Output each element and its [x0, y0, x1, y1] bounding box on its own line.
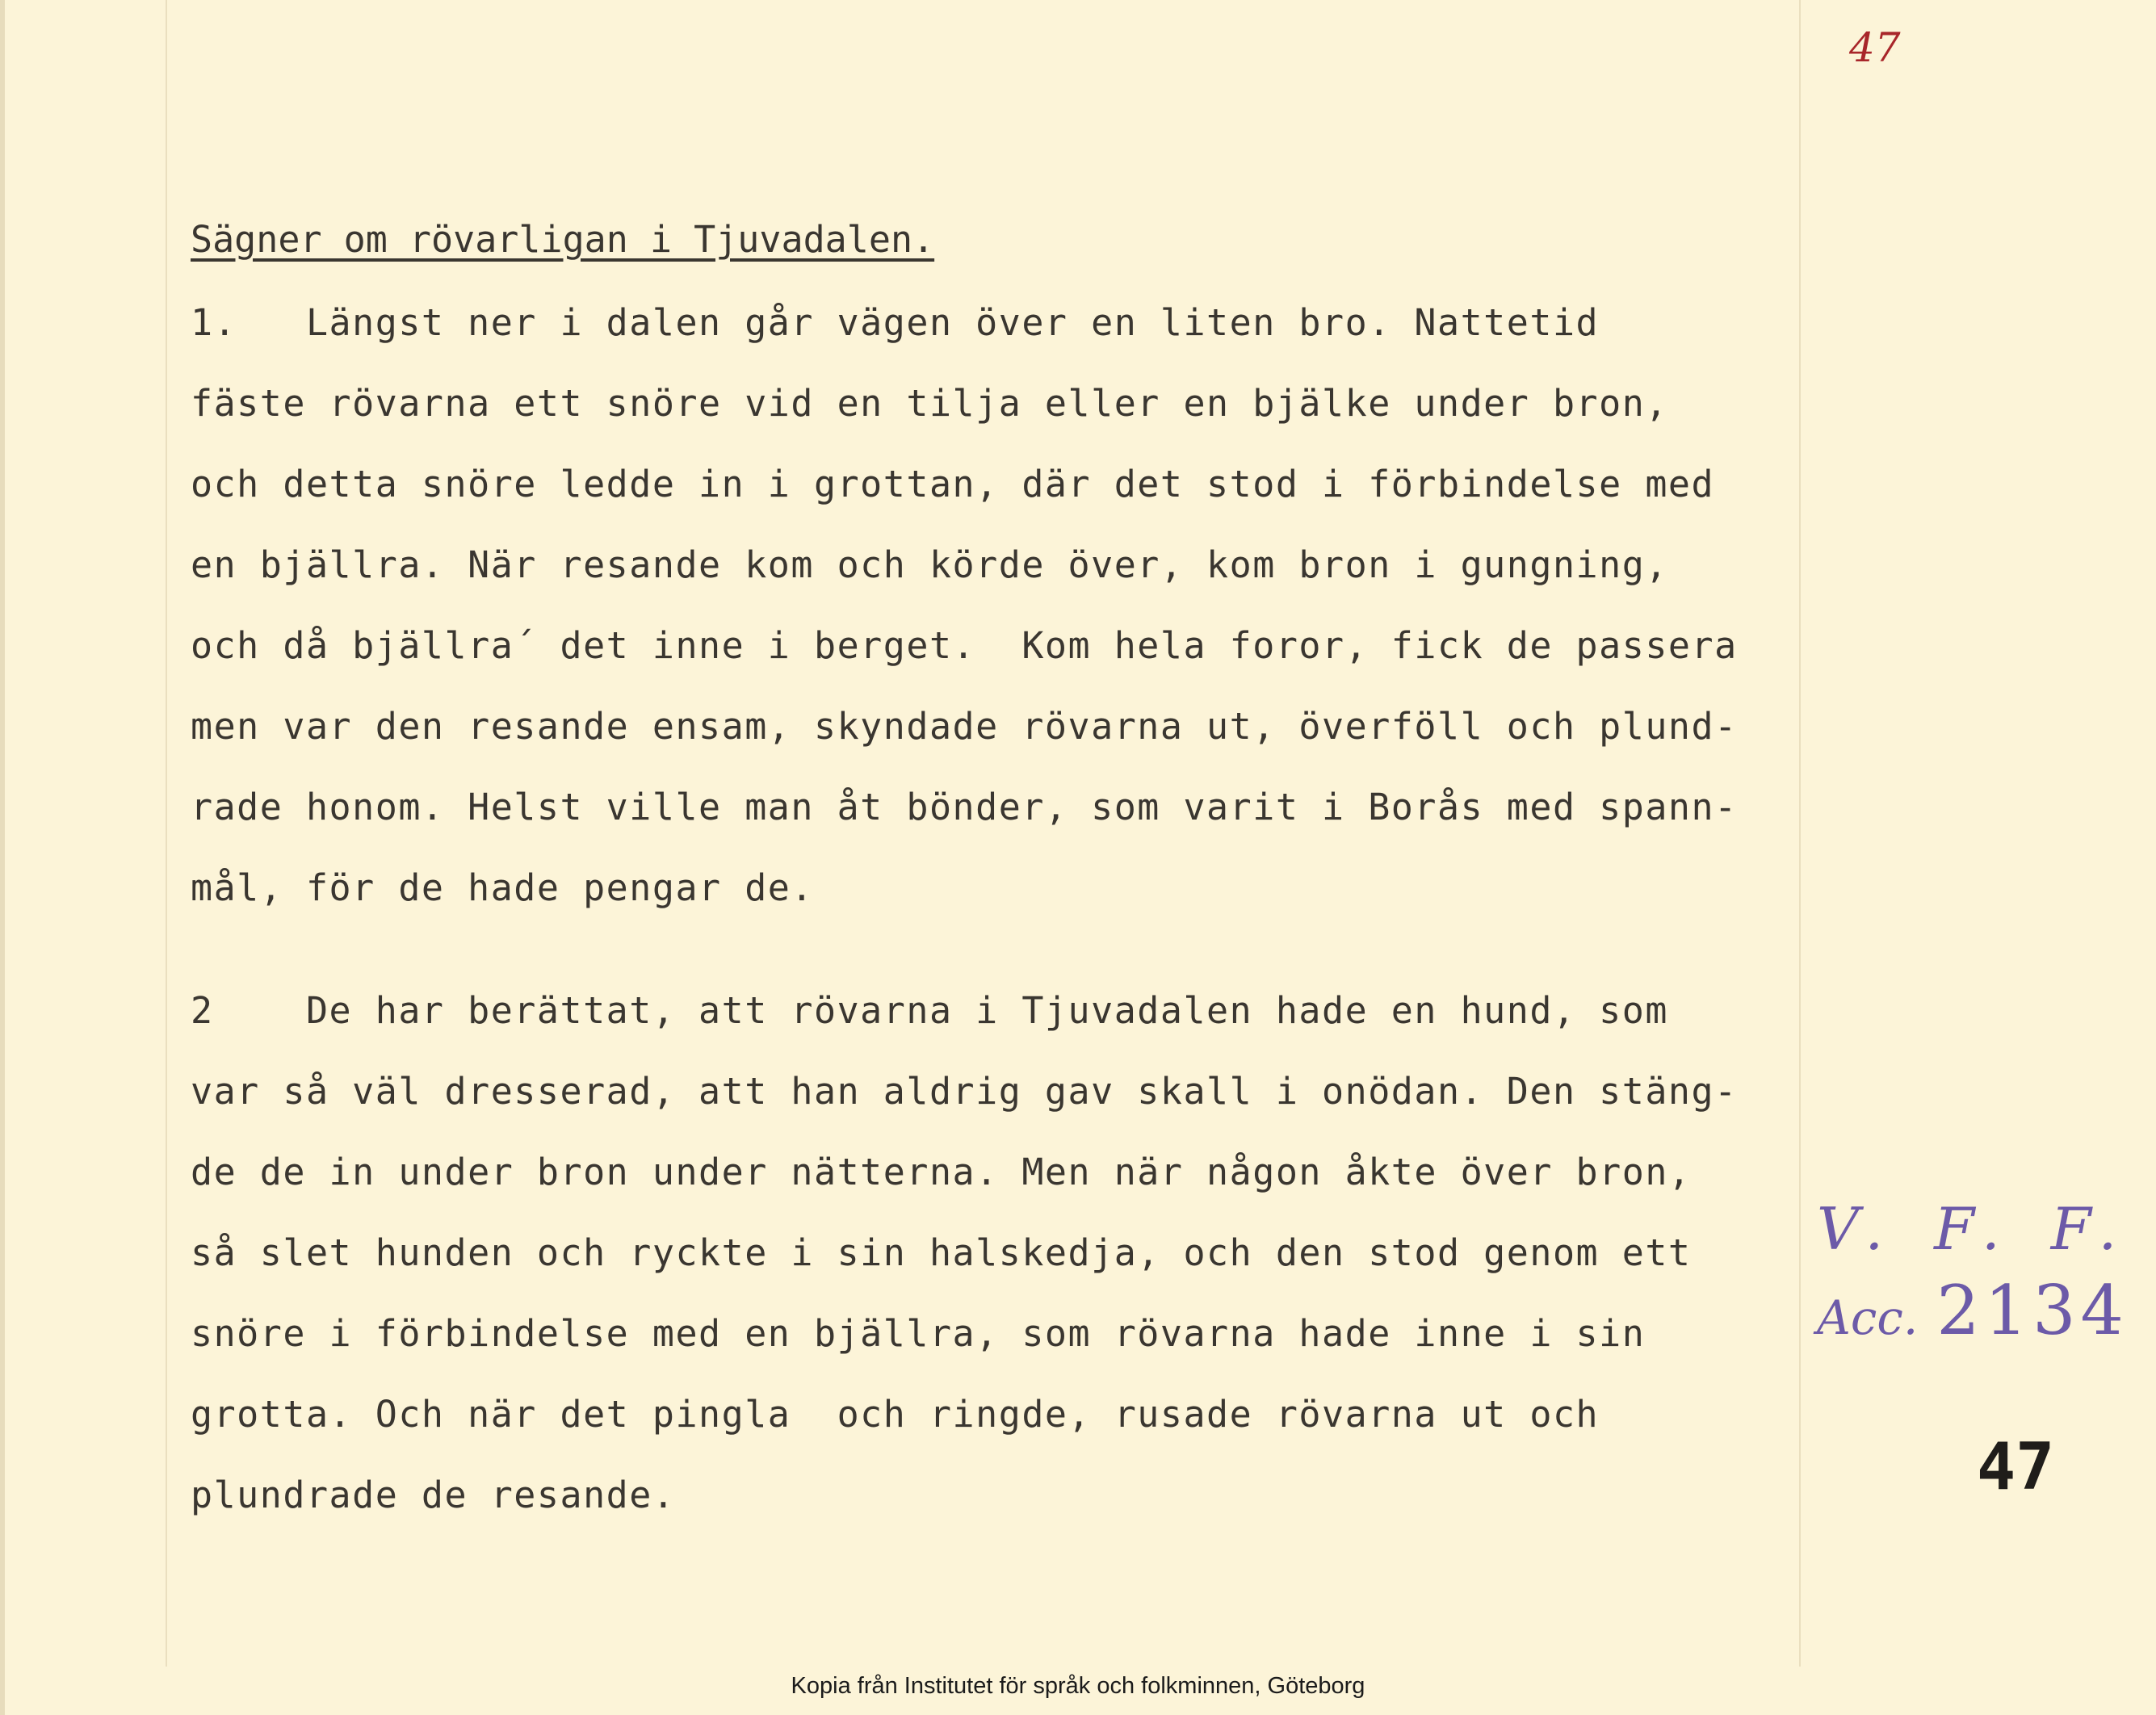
text-line: 1. Längst ner i dalen går vägen över en liten bro. Nattetid: [191, 301, 1600, 344]
right-margin-line: [1799, 0, 1801, 1667]
document-title: Sägner om rövarligan i Tjuvadalen.: [191, 218, 935, 261]
paragraph-2: [191, 971, 1738, 1536]
text-line: rade honom. Helst ville man åt bönder, som varit i Borås med spann-: [191, 786, 1738, 828]
page-edge: [0, 0, 5, 1715]
stamped-page-number: 47: [1977, 1429, 2055, 1504]
stamp-acc-label: Acc.: [1817, 1290, 1919, 1345]
text-line: så slet hunden och ryckte i sin halskedja, och den stod genom ett: [191, 1231, 1692, 1274]
paragraph-1: [191, 283, 1738, 929]
text-line: och då bjällra´ det inne i berget. Kom hela foror, fick de passera: [191, 624, 1738, 667]
archive-stamp: [1817, 1195, 2133, 1350]
text-line: plundrade de resande.: [191, 1474, 676, 1516]
text-line: snöre i förbindelse med en bjällra, som rövarna hade inne i sin: [191, 1312, 1646, 1355]
text-line: en bjällra. När resande kom och körde över, kom bron i gungning,: [191, 543, 1668, 586]
text-line: mål, för de hade pengar de.: [191, 866, 814, 909]
text-line: var så väl dresserad, att han aldrig gav skall i onödan. Den stäng-: [191, 1070, 1738, 1113]
copy-footer: Kopia från Institutet för språk och folkminnen, Göteborg: [791, 1673, 1365, 1699]
stamp-acc-number: 2134: [1936, 1271, 2129, 1350]
text-line: 2 De har berättat, att rövarna i Tjuvadalen hade en hund, som: [191, 989, 1668, 1032]
text-line: de de in under bron under nätterna. Men när någon åkte över bron,: [191, 1151, 1692, 1193]
left-margin-line: [166, 0, 167, 1667]
stamp-accession: [1817, 1271, 2133, 1350]
handwritten-page-number: 47: [1849, 24, 1901, 71]
text-line: men var den resande ensam, skyndade rövarna ut, överföll och plund-: [191, 705, 1738, 748]
text-line: grotta. Och när det pingla och ringde, rusade rövarna ut och: [191, 1393, 1600, 1436]
stamp-archive-initials: V. F. F.: [1817, 1195, 2133, 1263]
text-line: fäste rövarna ett snöre vid en tilja eller en bjälke under bron,: [191, 382, 1668, 425]
text-line: och detta snöre ledde in i grottan, där det stod i förbindelse med: [191, 463, 1715, 505]
